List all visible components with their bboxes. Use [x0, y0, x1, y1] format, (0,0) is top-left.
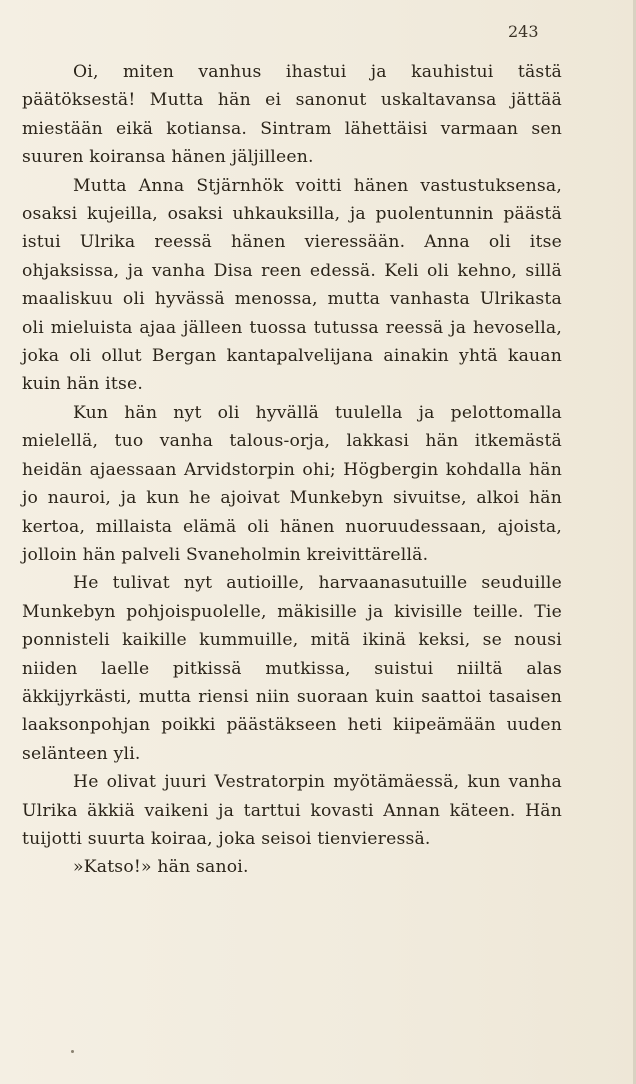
paragraph: »Katso!» hän sanoi.: [73, 857, 249, 878]
paragraph: Kun hän nyt oli hyvällä tuulella ja pelottomalla mielellä, tuo vanha talous-orja, lakkasi hän itkemästä heidän ajaessaan Arvidstorpin ohi; Högbergin kohdalla hän jo nauroi, ja kun he ajoivat Munkebyn sivuitse, alkoi hän kertoa, millaista elämä oli hänen nuoruudessaan, ajoista, jolloin hän palveli Svaneholmin kreivittärellä.: [22, 402, 562, 565]
paper-speck: [71, 1050, 74, 1053]
paragraph: Oi, miten vanhus ihastui ja kauhistui tästä päätöksestä! Mutta hän ei sanonut uskaltavansa jättää miestään eikä kotiansa. Sintram lähettäisi varmaan sen suuren koiransa hänen jäljilleen.: [22, 62, 562, 168]
paragraph: Mutta Anna Stjärnhök voitti hänen vastustuksensa, osaksi kujeilla, osaksi uhkauksilla, ja puolentunnin päästä istui Ulrika reessä hänen vieressään. Anna oli itse ohjaksissa, ja vanha Disa reen edessä. Keli oli kehno, sillä maaliskuu oli hyvässä menossa, mutta vanhasta Ulrikasta oli mieluista ajaa jälleen tuossa tutussa reessä ja hevosella, joka oli ollut Bergan kantapalvelijana ainakin yhtä kauan kuin hän itse.: [22, 175, 562, 395]
page-number: 243: [508, 22, 539, 41]
body-text: [22, 58, 562, 882]
paragraph: He olivat juuri Vestratorpin myötämäessä, kun vanha Ulrika äkkiä vaikeni ja tarttui kovasti Annan käteen. Hän tuijotti suurta koiraa, joka seisoi tienvieressä.: [22, 772, 562, 849]
paragraph: He tulivat nyt autioille, harvaanasutuille seuduille Munkebyn pohjoispuolelle, mäkisille ja kivisille teille. Tie ponnisteli kaikille kummuille, mitä ikinä keksi, se nousi niiden laelle pitkissä mutkissa, suistui niiltä alas äkkijyrkästi, mutta riensi niin suoraan kuin saattoi tasaisen laaksonpohjan poikki päästäkseen heti kiipeämään uuden selänteen yli.: [22, 573, 562, 764]
